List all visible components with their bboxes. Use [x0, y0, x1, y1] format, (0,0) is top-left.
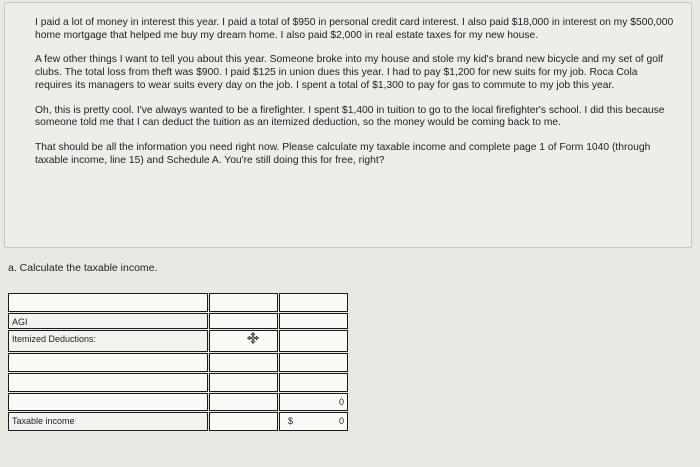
- problem-paragraph-2: A few other things I want to tell you about this year. Someone broke into my house and stole my kid's brand new bicycle and my set of golf clubs. The total loss from theft was $900. I paid $125 in union dues this year. I had to pay $1,200 for new suits for my job. Roca Cola requires its managers to wear suits every day on the job. I spent a total of $1,300 to pay for gas to commute to my job this year.: [35, 54, 664, 91]
- taxable-income-dollar-sign: $: [288, 416, 294, 426]
- worksheet-row-itemized-amount[interactable]: [209, 330, 278, 352]
- worksheet-row-4-amount[interactable]: [209, 373, 278, 392]
- worksheet-row-3-label[interactable]: [8, 353, 208, 372]
- problem-paragraph-3: Oh, this is pretty cool. I've always wanted to be a firefighter. I spent $1,400 in tuition to go to the local firefighter's school. I did this because someone told me that I can deduct the tuition as an itemized deduction, so the money would be coming back to me.: [35, 104, 665, 129]
- part-a-label: a. Calculate the taxable income.: [8, 262, 158, 274]
- worksheet-row-5-amount[interactable]: [209, 393, 278, 411]
- problem-text: [35, 17, 675, 179]
- worksheet-row-agi-label: AGI: [8, 313, 208, 329]
- worksheet-row-agi-total[interactable]: [279, 313, 348, 329]
- problem-statement-card: [4, 2, 692, 248]
- crosshair-move-cursor-icon: [247, 332, 259, 344]
- worksheet-row-itemized-label: Itemized Deductions:: [8, 330, 208, 352]
- worksheet-row-taxable-income-label: Taxable income: [8, 412, 208, 431]
- worksheet-row-5-label[interactable]: [8, 393, 208, 411]
- problem-paragraph-4: That should be all the information you need right now. Please calculate my taxable income and complete page 1 of Form 1040 (through taxable income, line 15) and Schedule A. You're still doing this for free, right?: [35, 141, 651, 166]
- worksheet-row-0-total[interactable]: [279, 293, 348, 312]
- worksheet-row-itemized-total[interactable]: [279, 330, 348, 352]
- worksheet-row-5-total[interactable]: 0: [279, 393, 348, 411]
- problem-paragraph-1: I paid a lot of money in interest this year. I paid a total of $950 in personal credit card interest. I also paid $18,000 in interest on my $500,000 home mortgage that helped me buy my dream home. I also paid $2,000 in real estate taxes for my new house.: [35, 17, 674, 41]
- worksheet-row-4-label[interactable]: [8, 373, 208, 392]
- worksheet-row-3-total[interactable]: [279, 353, 348, 372]
- worksheet-row-3-amount[interactable]: [209, 353, 278, 372]
- taxable-income-worksheet: [8, 293, 348, 433]
- worksheet-row-0-label[interactable]: [8, 293, 208, 312]
- worksheet-row-0-amount[interactable]: [209, 293, 278, 312]
- worksheet-row-agi-amount[interactable]: [209, 313, 278, 329]
- worksheet-row-taxable-income-amount[interactable]: [209, 412, 278, 431]
- worksheet-row-taxable-income-total[interactable]: 0: [279, 412, 348, 431]
- worksheet-row-4-total[interactable]: [279, 373, 348, 392]
